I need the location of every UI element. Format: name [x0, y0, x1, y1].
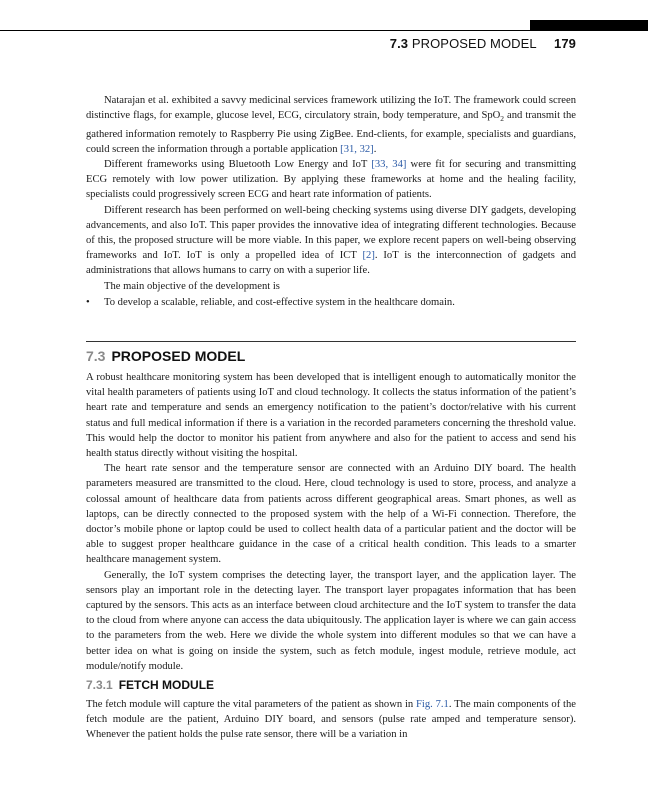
section-heading-7-3 — [86, 348, 245, 364]
section-7-3-1-paragraph-1 — [86, 697, 576, 743]
section-7-3-1-text — [86, 697, 576, 743]
text-span: Natarajan et al. exhibited a savvy medicinal services framework utilizing the IoT. The framework could screen distinctive flags, for example, glucose level, ECG, circulatory strain, body temperature, and SpO — [86, 95, 576, 122]
section-7-3-paragraph-1: A robust healthcare monitoring system has been developed that is intelligent enough to automatically monitor the vital health parameters of patients using IoT and cloud technology. It collects the status information of the patient’s heart rate and temperature and sends an emergency notification to the patient’s doctor/relative with his current status and full medical information if there is a variation in the recorded parameters concerning the threshold value. This would help the doctor to monitor his patient from anywhere and also for the patient to access and send his health status directly without visiting the hospital. — [86, 372, 576, 460]
subscript: 2 — [500, 114, 505, 124]
intro-paragraph-3 — [86, 203, 576, 279]
header-bar — [530, 20, 648, 30]
intro-paragraph-1 — [86, 93, 576, 157]
bullet-icon: • — [86, 296, 90, 308]
section-number: 7.3 — [86, 348, 106, 364]
bullet-text: To develop a scalable, reliable, and cost-effective system in the healthcare domain. — [104, 296, 455, 308]
section-7-3-text — [86, 370, 576, 674]
text-span: were fit for securing and transmitting ECG remotely with low power utilization. By applying these frameworks at home and the healing facility, specialists could progressively screen ECG and heart rate information of patients. — [86, 158, 577, 201]
text-span: Different frameworks using Bluetooth Low Energy and IoT — [104, 158, 372, 170]
running-head-section-number: 7.3 — [389, 36, 409, 51]
citation-link[interactable]: [2] — [362, 250, 375, 262]
text-span: . IoT is the interconnection of gadgets and administrations that allows humans to carry on with a superior life. — [86, 250, 576, 277]
citation-link[interactable]: [31, 32] — [340, 143, 374, 155]
section-title: FETCH MODULE — [118, 678, 215, 692]
section-heading-7-3-1 — [86, 678, 214, 692]
intro-paragraph-2 — [86, 157, 576, 203]
intro-paragraph-4: The main objective of the development is — [104, 280, 280, 292]
figure-link[interactable]: Fig. 7.1 — [416, 699, 449, 710]
citation-link[interactable]: [33, 34] — [371, 158, 407, 170]
section-number: 7.3.1 — [86, 678, 113, 692]
text-span: Different research has been performed on well-being checking systems using diverse DIY gadgets, developing advancements, and also IoT. This paper provides the innovative idea of integrating different technologies. Because of this, the proposed structure will be more viable. In this paper, we explore recent papers on well-being observing frameworks and IoT. IoT is only a propelled idea of ICT — [86, 204, 576, 262]
text-span: . The main components of the fetch module are the patient, Arduino DIY board, and sensors (pulse rate amped and temperature sensor). Whenever the patient holds the pulse rate sensor, there will be a variation in — [86, 699, 576, 741]
text-span: The fetch module will capture the vital parameters of the patient as shown in — [86, 699, 417, 710]
page-number: 179 — [554, 36, 576, 51]
section-7-3-paragraph-2: The heart rate sensor and the temperature sensor are connected with an Arduino DIY board. The health parameters measured are transmitted to the cloud. Here, cloud technology is used to store, process, and analyze a colossal amount of healthcare data from patients across different geographical areas. Smart phones, as well as laptops, can be directly connected to the proposed system with the help of a Wi-Fi connection. Therefore, the doctor’s mobile phone or laptop could be used to collect health data of a particular patient and the doctor will be able to suggest proper healthcare guidance in the case of a critical health condition. This leads to a smarter healthcare management system. — [86, 463, 576, 566]
section-divider — [86, 341, 576, 342]
text-span: . — [373, 143, 377, 155]
text-span: and transmit the gathered information remotely to Raspberry Pie using ZigBee. End-clients, for example, specialists and guardians, could screen the information through a portable application — [86, 110, 576, 155]
intro-text — [86, 93, 576, 310]
bullet-item — [86, 295, 576, 310]
section-title: PROPOSED MODEL — [111, 348, 246, 364]
running-head — [390, 36, 576, 51]
header-rule — [0, 30, 648, 31]
running-head-title: PROPOSED MODEL — [411, 36, 537, 51]
section-7-3-paragraph-3: Generally, the IoT system comprises the detecting layer, the transport layer, and the application layer. The sensors play an important role in the detecting layer. The transport layer propagates information that has been captured by the sensors. This acts as an interface between cloud architecture and the IoT system to transfer the data to the cloud from where anyone can access the data ubiquitously. The application layer is where we can gain access to the parameters from the web. Here we divide the whole system into different modules so that we can have a better idea on what is going on inside the system, such as fetch module, ingest module, retrieve module, act module/notify module. — [86, 569, 576, 672]
